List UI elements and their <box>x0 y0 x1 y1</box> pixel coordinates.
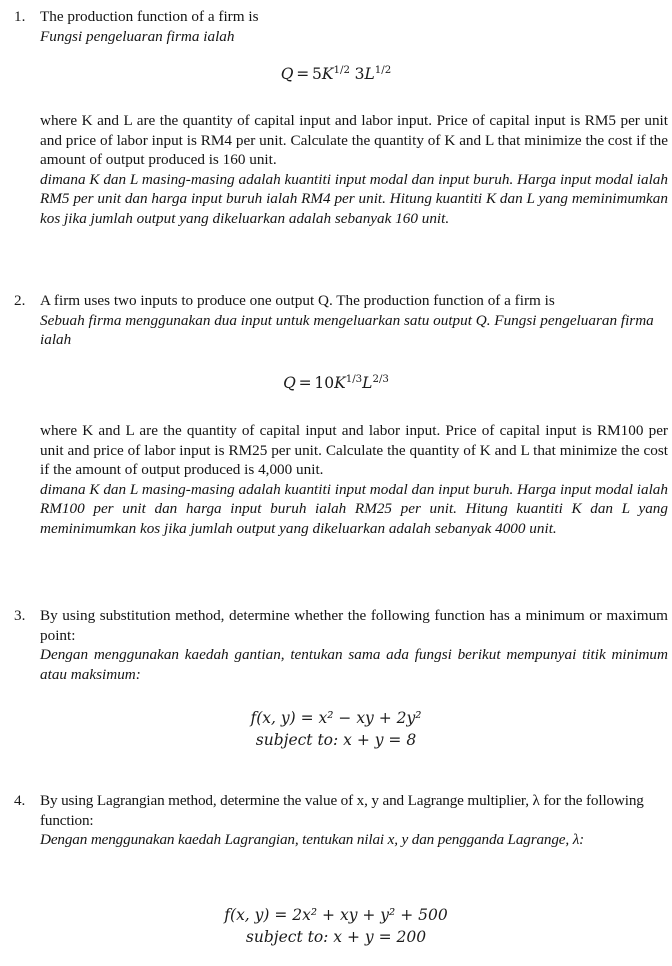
question-item-3 <box>14 606 668 684</box>
question-1-detail-body <box>40 111 668 229</box>
formula-4-constraint: subject to: x + y = 200 <box>245 928 427 946</box>
question-item-2 <box>14 291 668 350</box>
question-2-english-intro: A firm uses two inputs to produce one output Q. The production function of a firm is <box>40 292 555 309</box>
formula-2-term1-base: 10K <box>314 374 346 392</box>
formula-1-term2-exponent: 1/2 <box>374 64 392 76</box>
question-1-body <box>40 7 668 46</box>
formula-3-constraint: subject to: x + y = 8 <box>255 731 417 749</box>
question-3-formula-line2 <box>0 729 672 751</box>
formula-1-term1-base: 5K <box>312 65 334 83</box>
question-4-english-body: By using Lagrangian method, determine the value of x, y and Lagrange multiplier, λ for the following function: <box>40 792 644 829</box>
question-1-english-intro: The production function of a firm is <box>40 8 259 25</box>
question-item-4 <box>14 791 668 850</box>
formula-2-equals: = <box>298 374 312 392</box>
question-number-4: 4. <box>14 792 26 809</box>
formula-2-term2-exponent: 2/3 <box>372 373 389 385</box>
question-1-detail <box>14 111 668 229</box>
question-number-1: 1. <box>14 8 26 25</box>
question-4-malay-body: Dengan menggunakan kaedah Lagrangian, tentukan nilai x, y dan pengganda Lagrange, λ: <box>40 831 585 849</box>
question-2-malay-body: dimana K dan L masing-masing adalah kuantiti input modal dan input buruh. Harga input modal ialah RM100 per unit dan harga input buruh ialah RM25 per unit. Hitung kuantiti K dan L yang meminimumkan kos jika jumlah output yang dikeluarkan adalah sebanyak 4000 unit. <box>40 480 668 537</box>
question-1-formula <box>0 63 672 85</box>
question-number-3: 3. <box>14 607 26 624</box>
question-item-1 <box>14 7 668 46</box>
question-2-english-body: where K and L are the quantity of capital input and labor input. Price of capital input is RM100 per unit and price of labor input is RM25 per unit. Calculate the quantity of K and L that minimize the cost if the amount of output produced is 4,000 unit. <box>40 422 668 479</box>
question-2-body <box>40 291 668 350</box>
formula-2-q: Q <box>283 374 296 392</box>
question-number-2: 2. <box>14 292 26 309</box>
question-1-malay-intro: Fungsi pengeluaran firma ialah <box>40 27 235 45</box>
question-1-malay-body: dimana K dan L masing-masing adalah kuantiti input modal dan input buruh. Harga input modal ialah RM5 per unit dan harga input buruh ialah RM4 per unit. Hitung kuantiti K dan L yang meminimumkan kos jika jumlah output yang dikeluarkan adalah sebanyak 160 unit. <box>40 170 668 227</box>
question-3-english-body: By using substitution method, determine whether the following function has a minimum or maximum point: <box>40 607 668 644</box>
question-3-malay-body: Dengan menggunakan kaedah gantian, tentukan sama ada fungsi berikut mempunyai titik minimum atau maksimum: <box>40 646 668 683</box>
formula-2-term2-base: L <box>362 374 373 392</box>
formula-3-expression: f(x, y) = x² − xy + 2y² <box>250 709 422 727</box>
formula-1-term2-base: 3L <box>354 65 375 83</box>
formula-1-q: Q <box>280 65 294 83</box>
question-4-formula-line1 <box>0 904 672 926</box>
formula-2-term1-exponent: 1/3 <box>345 373 363 385</box>
question-2-malay-intro: Sebuah firma menggunakan dua input untuk mengeluarkan satu output Q. Fungsi pengeluaran firma ialah <box>40 311 654 349</box>
question-3-formula-line1 <box>0 707 672 729</box>
question-3-body <box>40 606 668 684</box>
question-1-english-body: where K and L are the quantity of capital input and labor input. Price of capital input is RM5 per unit and price of labor input is RM4 per unit. Calculate the quantity of K and L that minimize the cost if the amount of output produced is 160 unit. <box>40 112 668 169</box>
question-2-detail-body <box>40 421 668 539</box>
formula-1-equals: = <box>296 65 310 83</box>
question-2-formula <box>0 372 672 394</box>
question-4-formula-line2 <box>0 926 672 948</box>
formula-1-term1-exponent: 1/2 <box>333 64 350 76</box>
question-4-body <box>40 791 668 850</box>
question-2-detail <box>14 421 668 539</box>
formula-4-expression: f(x, y) = 2x² + xy + y² + 500 <box>224 906 448 924</box>
